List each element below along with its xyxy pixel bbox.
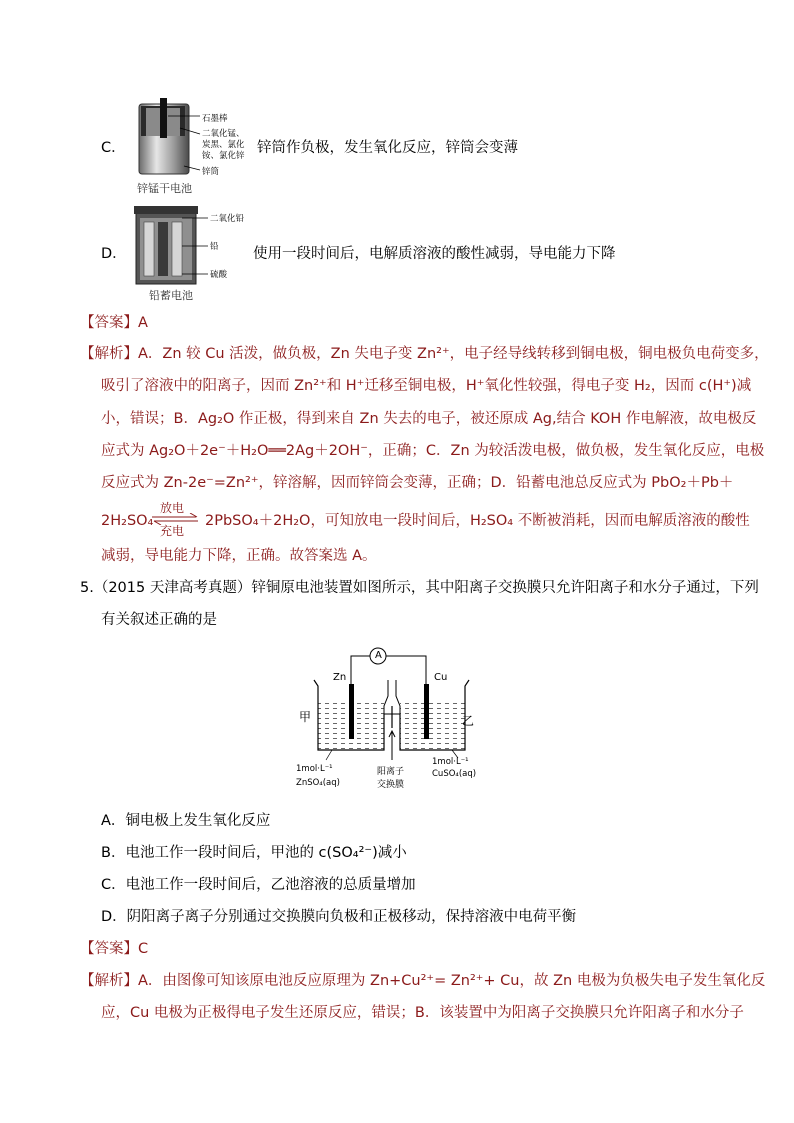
dry-cell-label-rod: 石墨棒 — [202, 114, 228, 124]
q4-eq-left: 2H₂SO₄ — [101, 513, 154, 529]
q5-analysis-line-2: 应，Cu 电极为正极得电子发生还原反应，错误；B．该装置中为阳离子交换膜只允许阳离子和水分子 — [101, 1005, 744, 1021]
right-cell-label: 乙 — [462, 714, 475, 728]
membrane-label-2: 交换膜 — [377, 780, 405, 790]
lead-acid-label-acid: 硫酸 — [210, 270, 228, 280]
q4-analysis-text-1: A．Zn 较 Cu 活泼，做负极，Zn 失电子变 Zn²⁺，电子经导线转移到铜电极，铜电极负电荷变多， — [138, 346, 769, 362]
q5-stem-line-2: 有关叙述正确的是 — [101, 612, 217, 628]
q5-option-b: B．电池工作一段时间后，甲池的 c(SO₄²⁻)减小 — [101, 845, 407, 861]
q4-eq-top: 放电 — [160, 501, 185, 515]
lead-acid-caption: 铅蓄电池 — [149, 289, 193, 302]
left-cell-label: 甲 — [299, 710, 312, 724]
q5-answer: C — [138, 941, 149, 957]
q4-analysis-last: 减弱，导电能力下降，正确。故答案选 A。 — [101, 548, 377, 564]
q4-answer-tag: 【答案】 — [80, 315, 138, 331]
q4-analysis-line-5: 反应式为 Zn-2e⁻=Zn²⁺，锌溶解，因而锌筒会变薄，正确；D．铅蓄电池总反应式为 PbO₂＋Pb＋ — [101, 475, 734, 491]
lead-acid-label-pb: 铅 — [210, 242, 219, 252]
cu-label: Cu — [434, 672, 448, 683]
left-sol-label: ZnSO₄(aq) — [296, 778, 340, 788]
lead-acid-label-pbo2: 二氧化铅 — [210, 214, 245, 224]
dry-cell-caption: 锌锰干电池 — [137, 182, 192, 195]
dry-cell-label-paste-3: 铵、氯化锌 — [202, 151, 245, 161]
zn-label: Zn — [333, 672, 347, 683]
q5-analysis-line-1 — [80, 971, 765, 991]
dry-cell-label-can: 锌筒 — [202, 167, 220, 177]
q4-analysis-line-4: 应式为 Ag₂O＋2e⁻＋H₂O══2Ag＋2OH⁻，正确；C．Zn 为较活泼电极，做负极，发生氧化反应，电极 — [101, 443, 765, 459]
cu-electrode — [424, 684, 429, 739]
q4-answer: A — [138, 315, 148, 331]
zn-electrode — [349, 684, 354, 739]
q5-analysis-tag: 【解析】 — [80, 973, 138, 989]
option-d-letter: D． — [101, 246, 127, 262]
q5-option-a: A．铜电极上发生氧化反应 — [101, 813, 271, 829]
q5-analysis-text-1: A．由图像可知该原电池反应原理为 Zn+Cu²⁺= Zn²⁺+ Cu，故 Zn 电极为负极失电子发生氧化反 — [138, 973, 766, 989]
q4-analysis-tag: 【解析】 — [80, 346, 138, 362]
option-c-text: 锌筒作负极，发生氧化反应，锌筒会变薄 — [257, 140, 518, 156]
q4-analysis-line-2: 吸引了溶液中的阳离子，因而 Zn²⁺和 H⁺迁移至铜电极，H⁺氧化性较强，得电子变 H₂，因而 c(H⁺)减 — [101, 378, 752, 394]
q4-analysis-line-1 — [80, 344, 769, 364]
right-sol-label: CuSO₄(aq) — [432, 769, 477, 779]
q4-answer-line — [80, 313, 148, 333]
dry-cell-label-paste-2: 炭黑、氯化 — [202, 140, 245, 150]
q5-answer-line — [80, 939, 148, 959]
membrane-label-1: 阳离子 — [377, 767, 405, 777]
right-conc-label: 1mol·L⁻¹ — [432, 757, 469, 767]
carbon-rod — [160, 98, 167, 138]
dry-cell-label-paste-1: 二氧化锰、 — [202, 129, 245, 139]
option-c-letter: C． — [101, 140, 126, 156]
q5-option-c: C．电池工作一段时间后，乙池溶液的总质量增加 — [101, 877, 416, 893]
ammeter-label: A — [375, 650, 382, 661]
q5-answer-tag: 【答案】 — [80, 941, 138, 957]
option-d-text: 使用一段时间后，电解质溶液的酸性减弱，导电能力下降 — [253, 246, 616, 262]
q4-analysis-line-3: 小，错误；B．Ag₂O 作正极，得到来自 Zn 失去的电子，被还原成 Ag,结合 KOH 作电解液，故电极反 — [101, 411, 757, 427]
q4-eq-bottom: 充电 — [160, 524, 185, 538]
q5-option-d: D．阴阳离子离子分别通过交换膜向负极和正极移动，保持溶液中电荷平衡 — [101, 909, 577, 925]
q4-eq-rest: 2PbSO₄＋2H₂O，可知放电一段时间后，H₂SO₄ 不断被消耗，因而电解质溶液的酸性 — [205, 513, 750, 529]
q5-stem-line-1: 5.（2015 天津高考真题）锌铜原电池装置如图所示，其中阳离子交换膜只允许阳离子和水分子通过，下列 — [80, 580, 759, 596]
left-conc-label: 1mol·L⁻¹ — [296, 764, 333, 774]
